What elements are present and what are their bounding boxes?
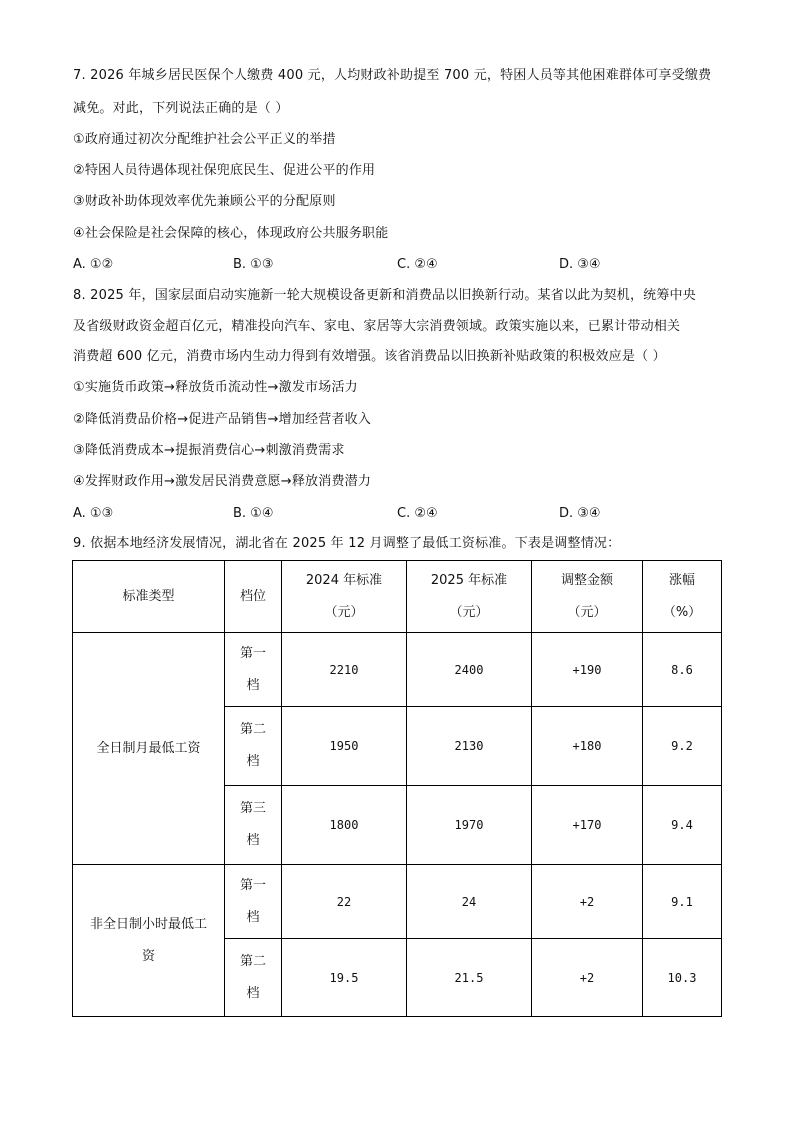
q8-option-d[interactable]: D. ③④ (559, 506, 601, 521)
grade-cell (225, 707, 282, 786)
value-rise: 8.6 (643, 633, 722, 707)
value-rise: 9.1 (643, 865, 722, 939)
header-adjustment-line1: 调整金额 (560, 572, 613, 588)
q8-stem-line3: 消费超 600 亿元，消费市场内生动力得到有效增强。该省消费品以旧换新补贴政策的积极效应是（ ） (73, 349, 666, 364)
value-2024: 2210 (282, 633, 407, 707)
type-parttime-line2: 资 (141, 948, 155, 964)
q7-item-3: ③财政补助体现效率优先兼顾公平的分配原则 (73, 194, 336, 209)
grade-cell (225, 939, 282, 1017)
type-parttime-hourly (73, 865, 225, 1017)
value-2025: 24 (407, 865, 532, 939)
q7-option-c[interactable]: C. ②④ (397, 257, 438, 272)
header-rise-line1: 涨幅 (668, 572, 695, 588)
header-2025 (407, 561, 532, 633)
header-2024-line1: 2024 年标准 (305, 572, 383, 588)
value-2025: 2130 (407, 707, 532, 786)
header-adjustment-line2: （元） (567, 604, 607, 620)
q7-option-d[interactable]: D. ③④ (559, 257, 601, 272)
q7-item-1: ①政府通过初次分配维护社会公平正义的举措 (73, 132, 336, 147)
value-2025: 2400 (407, 633, 532, 707)
q8-option-a[interactable]: A. ①③ (73, 506, 114, 521)
value-2024: 1800 (282, 786, 407, 865)
table-row (73, 633, 722, 707)
header-adjustment (532, 561, 643, 633)
grade-cell (225, 786, 282, 865)
q8-stem-line1: 8. 2025 年，国家层面启动实施新一轮大规模设备更新和消费品以旧换新行动。某省以此为契机，统筹中央 (73, 288, 696, 303)
value-adjustment: +190 (532, 633, 643, 707)
value-adjustment: +180 (532, 707, 643, 786)
value-2024: 19.5 (282, 939, 407, 1017)
grade-cell (225, 633, 282, 707)
value-2024: 1950 (282, 707, 407, 786)
header-rise-line2: （%） (662, 604, 702, 620)
value-2024: 22 (282, 865, 407, 939)
grade-line1: 第三 (239, 801, 266, 816)
grade-line2: 档 (246, 754, 260, 769)
q8-item-3: ③降低消费成本→提振消费信心→刺激消费需求 (73, 443, 345, 458)
grade-line2: 档 (246, 909, 260, 925)
value-2025: 1970 (407, 786, 532, 865)
header-2024-line2: （元） (324, 604, 364, 620)
q8-option-b[interactable]: B. ①④ (233, 506, 274, 521)
header-2025-line1: 2025 年标准 (430, 572, 508, 588)
header-grade: 档位 (225, 561, 282, 633)
type-parttime-line1: 非全日制小时最低工 (89, 916, 207, 932)
grade-line1: 第一 (239, 645, 266, 661)
q8-item-4: ④发挥财政作用→激发居民消费意愿→释放消费潜力 (73, 474, 372, 489)
q8-stem-line2: 及省级财政资金超百亿元，精准投向汽车、家电、家居等大宗消费领域。政策实施以来，已累计带动相关 (73, 319, 681, 334)
grade-line2: 档 (246, 677, 260, 693)
q7-options (73, 255, 733, 275)
q7-item-4: ④社会保险是社会保障的核心，体现政府公共服务职能 (73, 226, 389, 241)
q9-stem: 9. 依据本地经济发展情况，湖北省在 2025 年 12 月调整了最低工资标准。下表是调整情况： (73, 536, 621, 551)
header-rise (643, 561, 722, 633)
table-header-row (73, 561, 722, 633)
q7-stem-line2: 减免。对此，下列说法正确的是（ ） (73, 101, 289, 116)
value-rise: 9.2 (643, 707, 722, 786)
value-adjustment: +2 (532, 865, 643, 939)
grade-line1: 第二 (239, 722, 266, 737)
header-2024 (282, 561, 407, 633)
grade-line2: 档 (246, 833, 260, 848)
value-adjustment: +170 (532, 786, 643, 865)
q7-option-b[interactable]: B. ①③ (233, 257, 274, 272)
grade-line1: 第一 (239, 877, 266, 893)
grade-line1: 第二 (239, 953, 266, 969)
header-type: 标准类型 (73, 561, 225, 633)
header-2025-line2: （元） (449, 604, 489, 620)
q8-item-1: ①实施货币政策→释放货币流动性→激发市场活力 (73, 380, 358, 395)
q7-item-2: ②特困人员待遇体现社保兜底民生、促进公平的作用 (73, 163, 376, 178)
grade-cell (225, 865, 282, 939)
q8-item-2: ②降低消费品价格→促进产品销售→增加经营者收入 (73, 412, 372, 427)
grade-line2: 档 (246, 985, 260, 1001)
minimum-wage-table (72, 560, 722, 1017)
value-adjustment: +2 (532, 939, 643, 1017)
q7-stem-line1: 7. 2026 年城乡居民医保个人缴费 400 元，人均财政补助提至 700 元，特困人员等其他困难群体可享受缴费 (73, 68, 712, 83)
table-row (73, 865, 722, 939)
value-2025: 21.5 (407, 939, 532, 1017)
value-rise: 10.3 (643, 939, 722, 1017)
value-rise: 9.4 (643, 786, 722, 865)
q8-options (73, 504, 733, 524)
q8-option-c[interactable]: C. ②④ (397, 506, 438, 521)
type-fulltime-monthly: 全日制月最低工资 (73, 633, 225, 865)
q7-option-a[interactable]: A. ①② (73, 257, 114, 272)
